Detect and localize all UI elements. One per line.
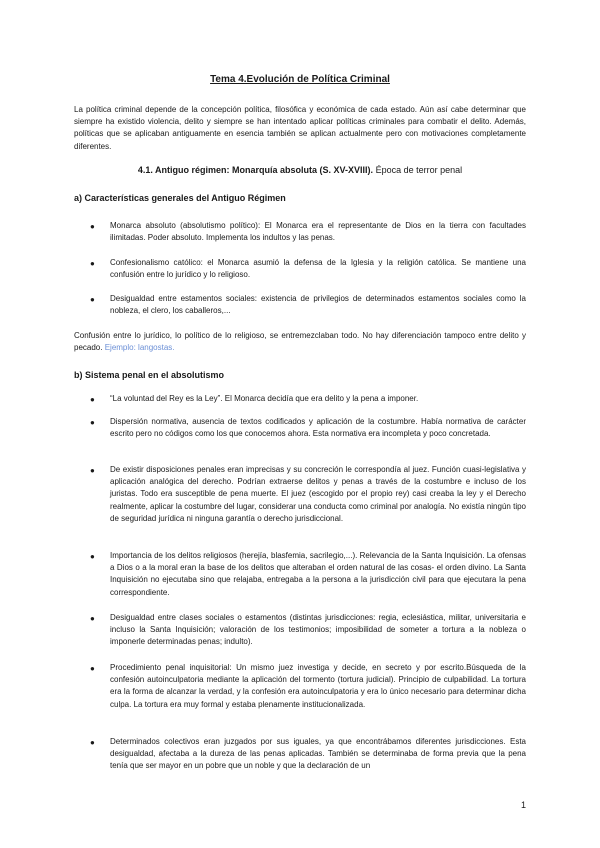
list-item: Procedimiento penal inquisitorial: Un mismo juez investiga y decide, en secreto y por escrito.Búsqueda de la confesión autoinculpatoria mediante la aplicación del tormento (tortura judicial). Principio de culpabilidad. La tortura era la forma de alcanzar la verdad, y la confesión era autoinculpatoria y era lo único necesario para determinar dicha culpa. La tortura era muy formal y estaba plenamente institucionalizada.: [110, 663, 526, 709]
list-item: Confesionalismo católico: el Monarca asumió la defensa de la Iglesia y la religión católica. Se mantiene una confusión entre lo jurídico y lo religioso.: [110, 258, 526, 280]
confusion-paragraph: [74, 330, 526, 354]
list-item: Importancia de los delitos religiosos (herejía, blasfemia, sacrilegio,...). Relevancia de la Santa Inquisición. La ofensas a Dios o a la moral eran la base de los delitos que alteraban el orden natural de las cosas- el orden divino. La Santa Inquisición no ejecutaba sino que relajaba, entregaba a la persona a la jurisdicción civil para que ejecutara la pena correspondiente.: [110, 551, 526, 597]
list-item: Desigualdad entre clases sociales o estamentos (distintas jurisdicciones: regia, eclesiástica, militar, universitaria e incluso la Santa Inquisición; valoración de los testimonios; imposibilidad de someter a tortura a la nobleza o imponerle determinadas penas; indulto).: [110, 613, 526, 647]
list-item: De existir disposiciones penales eran imprecisas y su concreción le correspondía al juez. Función cuasi-legislativa y aplicación analógica del derecho. Podrían extraerse delitos y penas a través de la costumbre e incluso de los juristas. Todo era susceptible de pena muerte. El juez (escogido por el propio rey) casi creaba la ley y el Derecho realmente, aplicar la costumbre del lugar, considerar una conducta como criminal por analogía. No existía ningún tipo de seguridad jurídica ni ninguna garantía o derecho jurisdiccional.: [110, 465, 526, 523]
bullet-icon: ●: [90, 295, 95, 304]
bullet-icon: ●: [90, 738, 95, 747]
list-item: Monarca absoluto (absolutismo político): El Monarca era el representante de Dios en la tierra con facultades ilimitadas. Poder absoluto. Implementa los indultos y las penas.: [110, 221, 526, 243]
subsection-a-heading: a) Características generales del Antiguo Régimen: [74, 193, 286, 203]
bullet-icon: ●: [90, 466, 95, 475]
bullet-icon: ●: [90, 552, 95, 561]
example-link[interactable]: Ejemplo: langostas.: [104, 343, 175, 353]
bullet-icon: ●: [90, 614, 95, 623]
bullet-icon: ●: [90, 418, 95, 427]
subsection-b-heading: b) Sistema penal en el absolutismo: [74, 370, 225, 380]
list-item: Determinados colectivos eran juzgados por sus iguales, ya que encontrábamos diferentes jurisdicciones. Esta desigualdad, afectaba a la dureza de las penas aplicadas. También se determinaba de forma previa que la pena tenía que ser mayor en un pobre que un noble y que la declaración de un: [110, 737, 526, 771]
section-title-normal: Época de terror penal: [373, 165, 463, 175]
section-title: [0, 165, 600, 175]
bullet-icon: ●: [90, 259, 95, 268]
confusion-text: Confusión entre lo jurídico, lo político de lo religioso, se entremezclaban todo. No hay diferenciación tampoco entre delito y pecado.: [74, 331, 526, 353]
list-item: “La voluntad del Rey es la Ley”. El Monarca decidía que era delito y la pena a imponer.: [110, 394, 419, 403]
bullet-icon: ●: [90, 395, 95, 404]
page-number: 1: [520, 800, 526, 810]
bullet-icon: ●: [90, 222, 95, 231]
list-item: Dispersión normativa, ausencia de textos codificados y aplicación de la costumbre. Había normativa de carácter escrito pero no códigos como los que conocemos ahora. Esta normativa era incompleta y poco concretada.: [110, 417, 526, 439]
section-title-bold: 4.1. Antiguo régimen: Monarquía absoluta (S. XV-XVIII).: [137, 165, 374, 175]
intro-paragraph: La política criminal depende de la concepción política, filosófica y económica de cada estado. Aún así cabe determinar que siempre ha existido violencia, delito y siempre se han intentado aplicar políticas criminales para combatir el delito. Además, políticas que se aplicaban antiguamente en esencia también se aplican actualmente pero con motivaciones completamente diferentes.: [74, 105, 526, 151]
bullet-icon: ●: [90, 664, 95, 673]
page-title: Tema 4.Evolución de Política Criminal: [210, 74, 390, 85]
list-item: Desigualdad entre estamentos sociales: existencia de privilegios de determinados estamentos sociales como la nobleza, el clero, los caballeros,...: [110, 294, 526, 316]
